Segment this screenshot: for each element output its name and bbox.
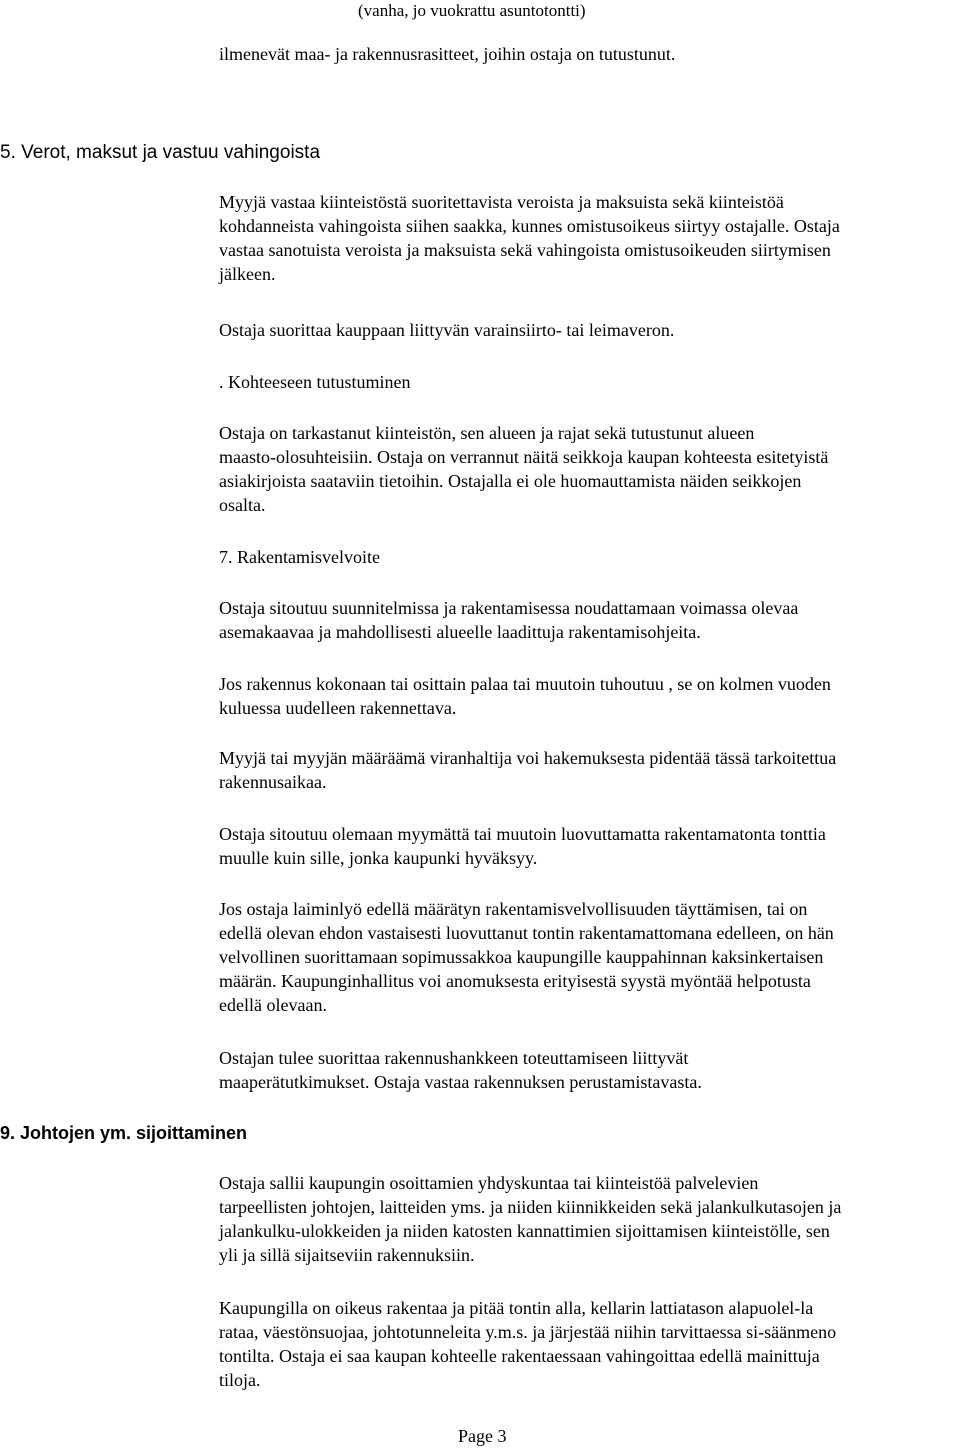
- text-line: kuluessa uudelleen rakennettava.: [219, 698, 457, 718]
- section-7-paragraph-5: [219, 897, 960, 1017]
- text-line: osalta.: [219, 495, 266, 515]
- text-line: maaperätutkimukset. Ostaja vastaa rakennuksen perustamistavasta.: [219, 1072, 702, 1092]
- section-7-heading: 7. Rakentamisvelvoite: [219, 547, 380, 567]
- section-9-heading: 9. Johtojen ym. sijoittaminen: [0, 1123, 248, 1143]
- text-line: Ostaja suorittaa kauppaan liittyvän varainsiirto- tai leimaveron.: [219, 320, 675, 340]
- section-5-heading: 5. Verot, maksut ja vastuu vahingoista: [0, 142, 321, 163]
- text-line: jalankulku-ulokkeiden ja niiden katosten kannattimien sijoittamisen kiinteistölle, sen: [219, 1221, 830, 1241]
- text-line: tiloja.: [219, 1370, 261, 1390]
- text-line: rakennusaikaa.: [219, 772, 327, 792]
- text-line: määrän. Kaupunginhallitus voi anomuksesta erityisestä syystä myöntää helpotusta: [219, 971, 811, 991]
- section-6-heading: . Kohteeseen tutustuminen: [219, 372, 411, 392]
- text-line: Ostaja sitoutuu suunnitelmissa ja rakentamisessa noudattamaan voimassa olevaa: [219, 598, 799, 618]
- intro-line: ilmenevät maa- ja rakennusrasitteet, joihin ostaja on tutustunut.: [219, 44, 676, 64]
- section-5-paragraph-1: [219, 190, 960, 286]
- text-line: kohdanneista vahingoista siihen saakka, kunnes omistusoikeus siirtyy ostajalle. Ostaja: [219, 216, 840, 236]
- text-line: edellä olevan ehdon vastaisesti luovuttanut tontin rakentamattomana edelleen, on hän: [219, 923, 834, 943]
- section-7-paragraph-2: [219, 672, 960, 720]
- text-line: Myyjä tai myyjän määräämä viranhaltija voi hakemuksesta pidentää tässä tarkoitettua: [219, 748, 837, 768]
- text-line: Jos ostaja laiminlyö edellä määrätyn rakentamisvelvollisuuden täyttämisen, tai on: [219, 899, 808, 919]
- text-line: Myyjä vastaa kiinteistöstä suoritettavista veroista ja maksuista sekä kiinteistöä: [219, 192, 784, 212]
- text-line: tontilta. Ostaja ei saa kaupan kohteelle rakentaessaan vahingoittaa edellä mainittuja: [219, 1346, 820, 1366]
- text-line: asiakirjoista saataviin tietoihin. Ostajalla ei ole huomauttamista näiden seikkojen: [219, 471, 802, 491]
- section-5-paragraph-2: [219, 318, 960, 342]
- text-line: rataa, väestönsuojaa, johtotunneleita y.m.s. ja järjestää niihin tarvittaessa si-säänmeno: [219, 1322, 837, 1342]
- text-line: Kaupungilla on oikeus rakentaa ja pitää tontin alla, kellarin lattiatason alapuolel-la: [219, 1298, 814, 1318]
- text-line: yli ja sillä sijaitseviin rakennuksiin.: [219, 1245, 475, 1265]
- text-line: asemakaavaa ja mahdollisesti alueelle laadittuja rakentamisohjeita.: [219, 622, 701, 642]
- text-line: vastaa sanotuista veroista ja maksuista sekä vahingoista omistusoikeuden siirtymisen: [219, 240, 831, 260]
- text-line: Ostaja sitoutuu olemaan myymättä tai muutoin luovuttamatta rakentamatonta tonttia: [219, 824, 826, 844]
- text-line: tarpeellisten johtojen, laitteiden yms. ja niiden kiinnikkeiden sekä jalankulkutasojen ja: [219, 1197, 842, 1217]
- section-9-paragraph-1: [219, 1171, 960, 1267]
- text-line: velvollinen suorittamaan sopimussakkoa kaupungille kauppahinnan kaksinkertaisen: [219, 947, 824, 967]
- text-line: jälkeen.: [219, 264, 276, 284]
- text-line: Ostaja on tarkastanut kiinteistön, sen alueen ja rajat sekä tutustunut alueen: [219, 423, 755, 443]
- page-number: Page 3: [458, 1426, 507, 1446]
- section-6-paragraph-1: [219, 421, 960, 517]
- section-9-paragraph-2: [219, 1296, 960, 1392]
- text-line: Ostaja sallii kaupungin osoittamien yhdyskuntaa tai kiinteistöä palvelevien: [219, 1173, 759, 1193]
- page-header: (vanha, jo vuokrattu asuntotontti): [358, 1, 586, 20]
- section-7-paragraph-6: [219, 1046, 960, 1094]
- section-7-paragraph-1: [219, 596, 960, 644]
- text-line: muulle kuin sille, jonka kaupunki hyväksyy.: [219, 848, 538, 868]
- section-7-paragraph-4: [219, 822, 960, 870]
- text-line: Ostajan tulee suorittaa rakennushankkeen toteuttamiseen liittyvät: [219, 1048, 689, 1068]
- text-line: maasto-olosuhteisiin. Ostaja on verrannut näitä seikkoja kaupan kohteesta esitetyistä: [219, 447, 829, 467]
- text-line: edellä olevaan.: [219, 995, 327, 1015]
- text-line: Jos rakennus kokonaan tai osittain palaa tai muutoin tuhoutuu , se on kolmen vuoden: [219, 674, 831, 694]
- section-7-paragraph-3: [219, 746, 960, 794]
